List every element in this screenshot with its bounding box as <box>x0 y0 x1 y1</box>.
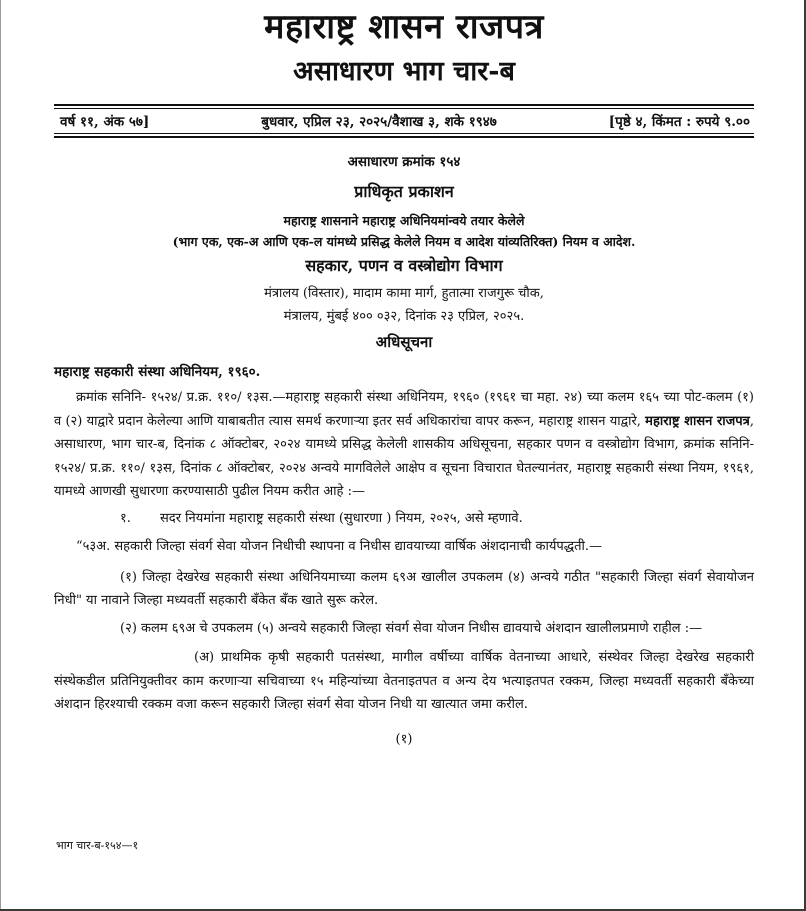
department-address <box>54 282 754 328</box>
authorized-publication: प्राधिकृत प्रकाशन <box>354 182 454 201</box>
preamble-text-1: क्रमांक सनिनि- १५२४/ प्र.क्र. ११०/ १३स.—महाराष्ट्र सहकारी संस्था अधिनियम, १९६० (१९६१ चा महा. २४) च्या कलम १६५ च्या पोट-कलम (१) व (२) याद्वारे प्रदान केलेल्या आणि याबाबतीत त्यास समर्थ करणाऱ्या इतर सर्व अधिकारांचा वापर करून, महाराष्ट्र शासन याद्वारे, <box>54 390 754 429</box>
volume-issue: वर्ष ११, अंक ५७] <box>60 114 150 130</box>
address-line-2: मंत्रालय, मुंबई ४०० ०३२, दिनांक २३ एप्रिल, २०२५. <box>283 309 525 324</box>
prepared-line-1: महाराष्ट्र शासनाने महाराष्ट्र अधिनियमांन्वये तयार केलेले <box>283 213 525 228</box>
prepared-line-2: (भाग एक, एक-अ आणि एक-ल यांमध्ये प्रसिद्ध केलेले नियम व आदेश यांव्यतिरिक्त) नियम व आदेश. <box>172 234 636 249</box>
page-number: (१) <box>395 731 413 747</box>
rule-1-text: सदर नियमांना महाराष्ट्र सहकारी संस्था (सुधारणा ) नियम, २०२५, असे म्हणावे. <box>160 510 523 526</box>
department-name: सहकार, पणन व वस्त्रोद्योग विभाग <box>305 256 503 275</box>
gazette-reference: महाराष्ट्र शासन राजपत्र <box>645 413 750 429</box>
notification-heading: अधिसूचना <box>375 333 433 351</box>
rule-1-number: १. <box>120 510 131 526</box>
pages-price: [पृष्ठे ४, किंमत : रुपये ९.०० <box>608 114 750 130</box>
masthead-rule-bottom <box>54 133 754 134</box>
act-title: महाराष्ट्र सहकारी संस्था अधिनियम, १९६०. <box>54 364 261 380</box>
subrule-2a: (अ) प्राथमिक कृषी सहकारी पतसंस्था, मागील वर्षीच्या वार्षिक वेतनाच्या आधारे, संस्थेवर जिल्हा देखरेख सहकारी संस्थेकडील प्रतिनियुक्तीवर काम करणाऱ्या सचिवाच्या १५ महिन्यांच्या वेतनाइतपत व अन्य देय भत्याइतपत रक्कम, जिल्हा मध्यवर्ती सहकारी बँकेच्या अंशदान हिरश्याची रक्कम वजा करून सहकारी जिल्हा संवर्ग सेवा योजन निधी या खात्यात जमा करील. <box>54 650 754 712</box>
subrule-2: (२) कलम ६९अ चे उपकलम (५) अन्वये सहकारी जिल्हा संवर्ग सेवा योजन निधीस द्यावयाचे अंशदान खालीलप्रमाणे राहील :— <box>120 620 703 636</box>
gazette-subtitle: असाधारण भाग चार-ब <box>293 56 515 87</box>
gazette-page <box>54 0 754 747</box>
prepared-note <box>54 210 754 252</box>
preamble-text-2: , असाधारण, भाग चार-ब, दिनांक ८ ऑक्टोबर, २०२४ यामध्ये प्रसिद्ध केलेली शासकीय अधिसूचना, सहकार पणन व वस्त्रोद्योग विभाग, क्रमांक सनिनि- १५२४/ प्र.क्र. ११०/ १३स, दिनांक ८ ऑक्टोबर, २०२४ अन्वये मागविलेले आक्षेप व सूचना विचारात घेतल्यानंतर, महाराष्ट्र सहकारी संस्था नियम, १९६१, यामध्ये आणखी सुधारणा करण्यासाठी पुढील नियम करीत आहे :— <box>54 413 754 499</box>
section-53a-heading: “५३अ. सहकारी जिल्हा संवर्ग सेवा योजन निधीची स्थापना व निधीस द्यावयाच्या वार्षिक अंशदानाची कार्यपद्धती.— <box>76 538 603 554</box>
masthead-rule-bottom-thick <box>54 136 754 138</box>
gazette-title: महाराष्ट्र शासन राजपत्र <box>264 7 544 47</box>
masthead <box>54 109 754 133</box>
publication-date: बुधवार, एप्रिल २३, २०२५/वैशाख ३, शके १९४७ <box>261 114 497 130</box>
footer-code: भाग चार-ब-१५४—१ <box>56 839 139 852</box>
preamble-paragraph <box>54 386 754 504</box>
address-line-1: मंत्रालय (विस्तार), मादाम कामा मार्ग, हुतात्मा राजगुरू चौक, <box>264 286 544 301</box>
masthead-rule-top <box>54 104 754 106</box>
subrule-1: (१) जिल्हा देखरेख सहकारी संस्था अधिनियमाच्या कलम ६९अ खालील उपकलम (४) अन्वये गठीत "सहकारी जिल्हा संवर्ग सेवायोजन निधी" या नावाने जिल्हा मध्यवर्ती सहकारी बँकेत बँक खाते सुरू करेल. <box>54 569 754 608</box>
extraordinary-number: असाधारण क्रमांक १५४ <box>347 154 461 170</box>
rule-1 <box>54 508 754 526</box>
